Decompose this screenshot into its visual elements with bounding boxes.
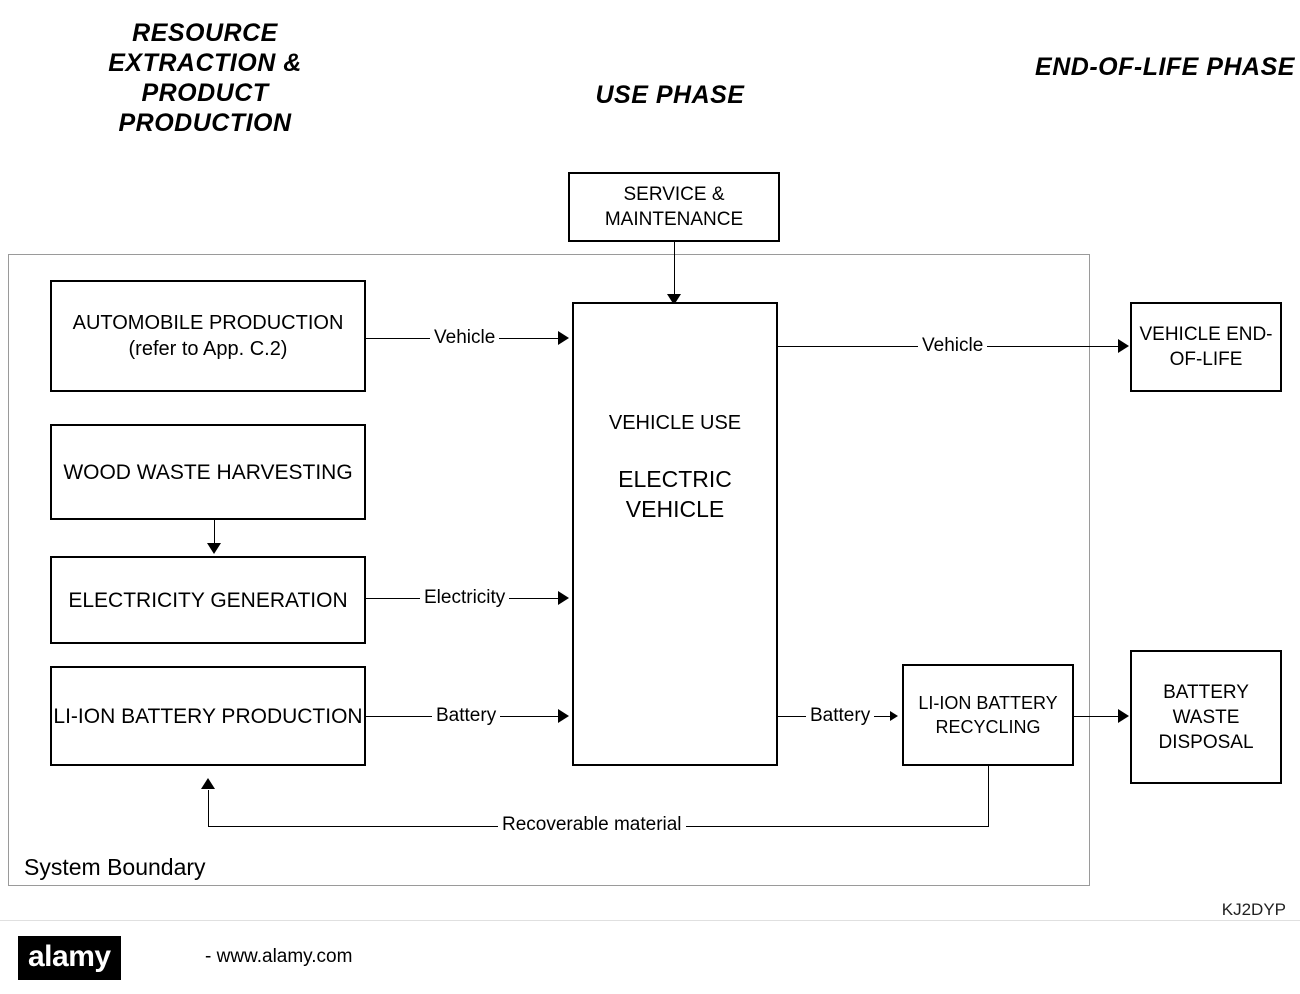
node-service-maintenance-label: SERVICE & MAINTENANCE (604, 184, 744, 230)
edge-wood-to-electricity-arrow (207, 543, 221, 554)
phase-title-eol: END-OF-LIFE PHASE (1035, 53, 1295, 81)
node-battery-waste-disposal[interactable] (1130, 650, 1282, 784)
node-liion-battery-production-label: LI-ION BATTERY PRODUCTION (53, 704, 363, 728)
alamy-logo: alamy (18, 936, 121, 980)
edge-electricity-arrow (558, 591, 569, 605)
system-boundary-label: System Boundary (24, 854, 206, 880)
node-vehicle-end-of-life[interactable] (1130, 302, 1282, 392)
node-liion-battery-recycling[interactable] (902, 664, 1074, 766)
node-electricity-generation[interactable] (50, 556, 366, 644)
node-battery-waste-disposal-label: BATTERY WASTE DISPOSAL (1158, 681, 1254, 753)
phase-title-use: USE PHASE (595, 81, 745, 109)
edge-recycling-to-disposal-line (1074, 716, 1120, 717)
node-vehicle-use-label: VEHICLE USE (608, 412, 742, 434)
edge-label-battery-in: Battery (432, 705, 500, 727)
edge-label-vehicle-in: Vehicle (430, 327, 499, 349)
stock-footer (0, 920, 1300, 994)
node-electric-vehicle-label: ELECTRIC VEHICLE (618, 466, 732, 522)
edge-recoverable-vertical-left (208, 790, 209, 827)
edge-battery-out-arrow (890, 711, 898, 721)
edge-label-electricity: Electricity (420, 587, 509, 609)
edge-label-recoverable-material: Recoverable material (498, 814, 686, 836)
edge-vehicle-in-arrow (558, 331, 569, 345)
node-vehicle-use[interactable] (572, 302, 778, 766)
edge-label-battery-out: Battery (806, 705, 874, 727)
edge-recoverable-vertical-right (988, 766, 989, 826)
phase-title-resource: RESOURCE EXTRACTION & PRODUCT PRODUCTION (108, 19, 302, 137)
node-wood-waste-harvesting-label: WOOD WASTE HARVESTING (63, 460, 353, 484)
node-wood-waste-harvesting[interactable] (50, 424, 366, 520)
edge-battery-in-arrow (558, 709, 569, 723)
node-service-maintenance[interactable] (568, 172, 780, 242)
alamy-tagline: - www.alamy.com (205, 946, 353, 967)
node-liion-battery-recycling-label: LI-ION BATTERY RECYCLING (918, 693, 1058, 737)
edge-recycling-to-disposal-arrow (1118, 709, 1129, 723)
node-automobile-production-label: AUTOMOBILE PRODUCTION (refer to App. C.2) (72, 312, 344, 360)
edge-service-to-vehicle-line (674, 242, 675, 298)
edge-recoverable-arrow (201, 778, 215, 789)
node-automobile-production[interactable] (50, 280, 366, 392)
node-electricity-generation-label: ELECTRICITY GENERATION (68, 588, 348, 612)
edge-vehicle-out-arrow (1118, 339, 1129, 353)
node-vehicle-end-of-life-label: VEHICLE END-OF-LIFE (1139, 324, 1273, 370)
image-id-label: KJ2DYP (1221, 900, 1286, 919)
edge-label-vehicle-out: Vehicle (918, 335, 987, 357)
node-liion-battery-production[interactable] (50, 666, 366, 766)
